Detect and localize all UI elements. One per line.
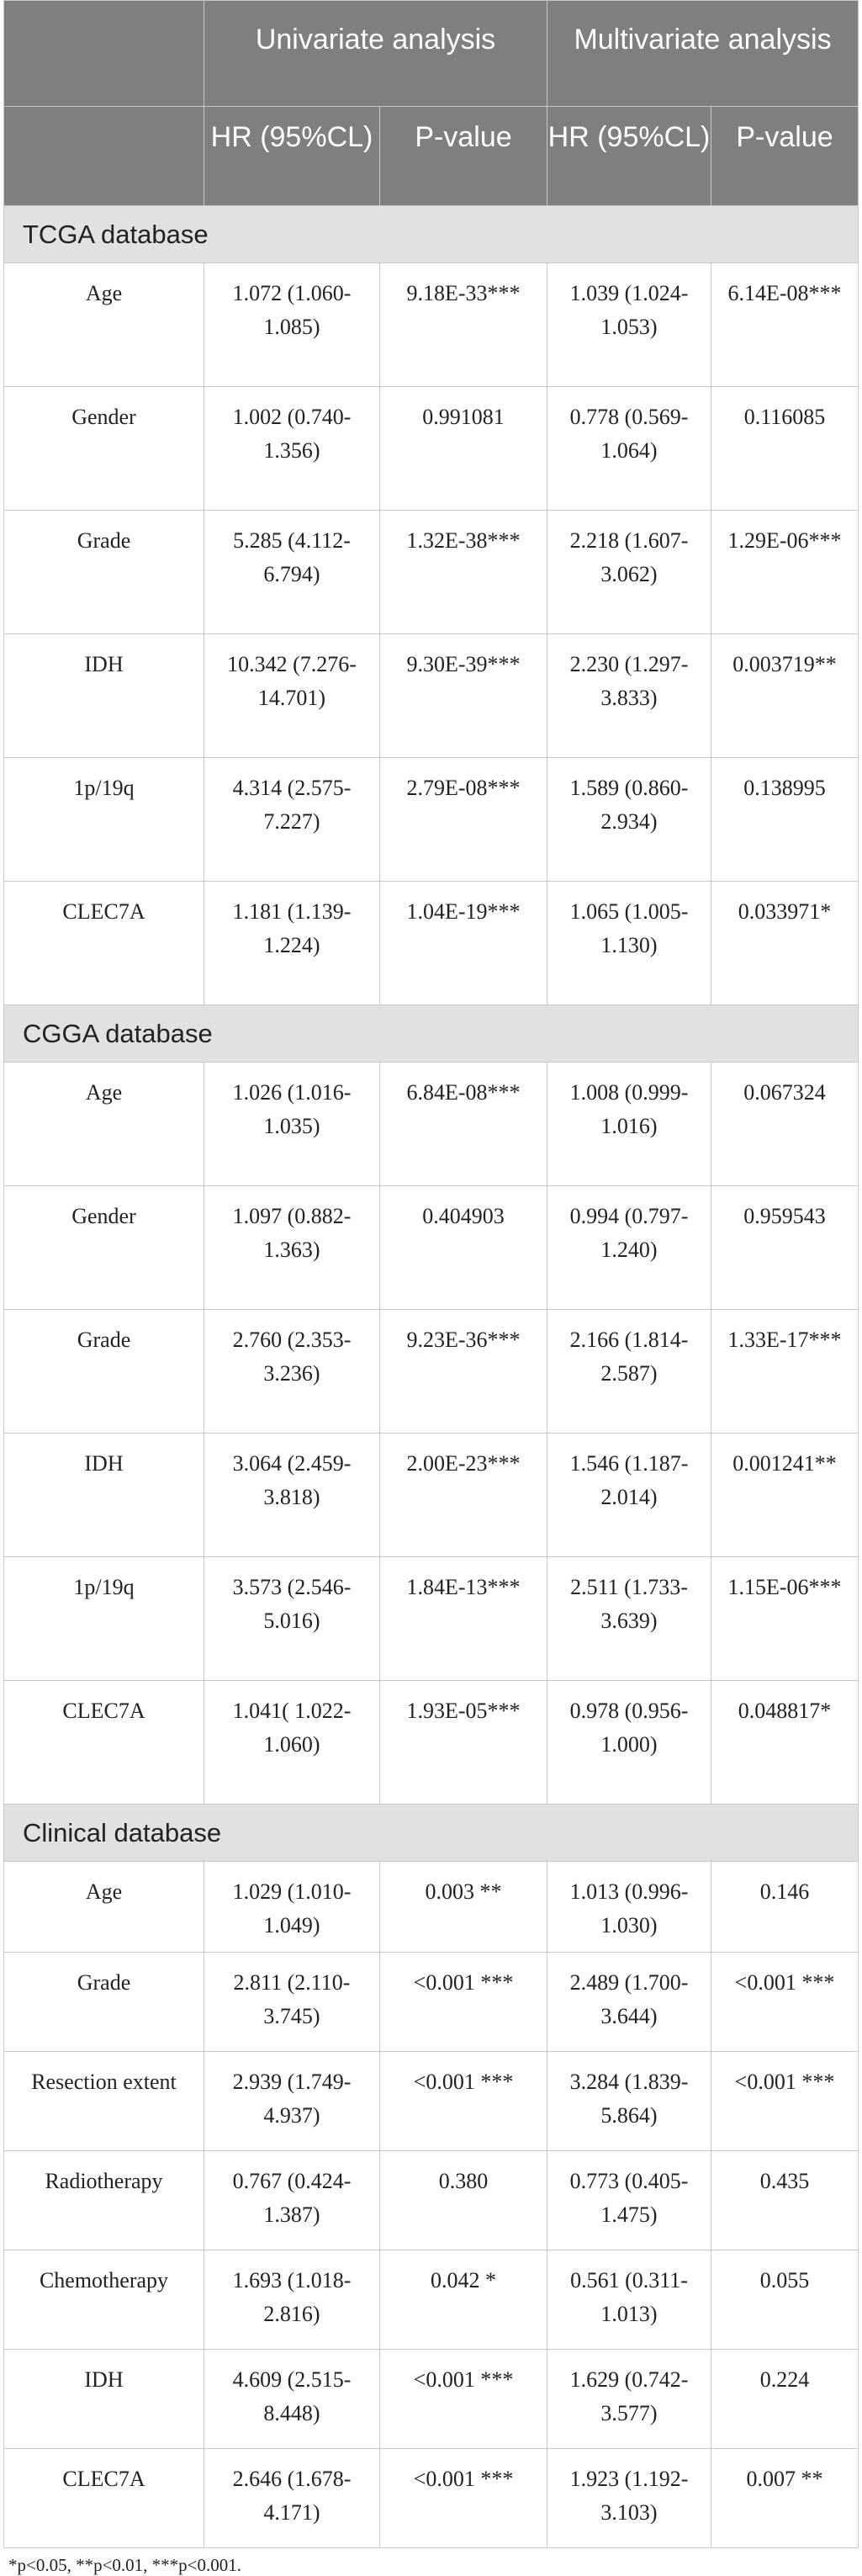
univariate-hr-cell: 1.097 (0.882-1.363) xyxy=(204,1186,380,1310)
univariate-hr-cell: 1.026 (1.016-1.035) xyxy=(204,1063,380,1186)
multivariate-pvalue-cell: 0.067324 xyxy=(711,1063,859,1186)
multivariate-hr-cell: 0.773 (0.405-1.475) xyxy=(547,2151,711,2250)
multivariate-pvalue-cell: 0.003719** xyxy=(711,634,859,758)
table-row xyxy=(4,1953,859,2052)
row-label: Grade xyxy=(4,1310,204,1434)
header-empty xyxy=(4,107,204,206)
multivariate-hr-cell: 1.065 (1.005-1.130) xyxy=(547,882,711,1005)
row-label: CLEC7A xyxy=(4,882,204,1005)
univariate-pvalue-cell: 1.04E-19*** xyxy=(380,882,547,1005)
table-row xyxy=(4,1310,859,1434)
multivariate-hr-cell: 1.589 (0.860-2.934) xyxy=(547,758,711,882)
section-header xyxy=(4,206,859,263)
univariate-hr-cell: 2.939 (1.749-4.937) xyxy=(204,2052,380,2151)
row-label: 1p/19q xyxy=(4,758,204,882)
section-title: Clinical database xyxy=(4,1805,859,1862)
row-label: IDH xyxy=(4,2350,204,2449)
univariate-pvalue-cell: <0.001 *** xyxy=(380,2350,547,2449)
univariate-hr-cell: 1.041( 1.022-1.060) xyxy=(204,1681,380,1805)
univariate-hr-cell: 1.072 (1.060-1.085) xyxy=(204,263,380,387)
multivariate-pvalue-cell: 0.033971* xyxy=(711,882,859,1005)
univariate-hr-cell: 1.181 (1.139-1.224) xyxy=(204,882,380,1005)
row-label: CLEC7A xyxy=(4,1681,204,1805)
table-row xyxy=(4,2151,859,2250)
univariate-pvalue-cell: 9.18E-33*** xyxy=(380,263,547,387)
multivariate-hr-cell: 0.561 (0.311-1.013) xyxy=(547,2250,711,2350)
row-label: Age xyxy=(4,1063,204,1186)
univariate-pvalue-cell: 2.79E-08*** xyxy=(380,758,547,882)
multivariate-hr-cell: 1.923 (1.192-3.103) xyxy=(547,2449,711,2548)
header-univariate: Univariate analysis xyxy=(204,1,547,107)
section-title: CGGA database xyxy=(4,1005,859,1063)
multivariate-hr-cell: 2.511 (1.733-3.639) xyxy=(547,1557,711,1681)
table-row xyxy=(4,1862,859,1953)
univariate-hr-cell: 4.609 (2.515-8.448) xyxy=(204,2350,380,2449)
multivariate-pvalue-cell: 0.007 ** xyxy=(711,2449,859,2548)
row-label: 1p/19q xyxy=(4,1557,204,1681)
table-row xyxy=(4,511,859,634)
univariate-pvalue-cell: <0.001 *** xyxy=(380,1953,547,2052)
table-row xyxy=(4,1063,859,1186)
univariate-pvalue-cell: 0.991081 xyxy=(380,387,547,511)
univariate-hr-cell: 2.811 (2.110-3.745) xyxy=(204,1953,380,2052)
multivariate-pvalue-cell: 1.15E-06*** xyxy=(711,1557,859,1681)
univariate-pvalue-cell: 1.32E-38*** xyxy=(380,511,547,634)
row-label: Gender xyxy=(4,1186,204,1310)
univariate-pvalue-cell: 1.84E-13*** xyxy=(380,1557,547,1681)
row-label: IDH xyxy=(4,634,204,758)
cox-regression-table xyxy=(3,0,859,2548)
univariate-hr-cell: 0.767 (0.424-1.387) xyxy=(204,2151,380,2250)
multivariate-hr-cell: 1.629 (0.742-3.577) xyxy=(547,2350,711,2449)
multivariate-hr-cell: 1.546 (1.187-2.014) xyxy=(547,1434,711,1557)
table-row xyxy=(4,1186,859,1310)
section-title: TCGA database xyxy=(4,206,859,263)
table-row xyxy=(4,1557,859,1681)
header-empty xyxy=(4,1,204,107)
univariate-pvalue-cell: 1.93E-05*** xyxy=(380,1681,547,1805)
row-label: Grade xyxy=(4,1953,204,2052)
multivariate-pvalue-cell: 6.14E-08*** xyxy=(711,263,859,387)
univariate-pvalue-cell: 9.23E-36*** xyxy=(380,1310,547,1434)
header-univariate-pvalue: P-value xyxy=(380,107,547,206)
multivariate-pvalue-cell: 0.001241** xyxy=(711,1434,859,1557)
univariate-hr-cell: 3.573 (2.546-5.016) xyxy=(204,1557,380,1681)
row-label: Age xyxy=(4,263,204,387)
multivariate-pvalue-cell: 0.055 xyxy=(711,2250,859,2350)
multivariate-pvalue-cell: 0.435 xyxy=(711,2151,859,2250)
footnote: *p<0.05, **p<0.01, ***p<0.001. xyxy=(8,2555,242,2575)
multivariate-pvalue-cell: 0.116085 xyxy=(711,387,859,511)
multivariate-hr-cell: 2.166 (1.814-2.587) xyxy=(547,1310,711,1434)
header-multivariate-hr: HR (95%CL) xyxy=(547,107,711,206)
table-row xyxy=(4,2449,859,2548)
section-header xyxy=(4,1805,859,1862)
row-label: Grade xyxy=(4,511,204,634)
univariate-hr-cell: 10.342 (7.276-14.701) xyxy=(204,634,380,758)
univariate-pvalue-cell: 9.30E-39*** xyxy=(380,634,547,758)
univariate-pvalue-cell: 0.380 xyxy=(380,2151,547,2250)
univariate-hr-cell: 5.285 (4.112-6.794) xyxy=(204,511,380,634)
table-row xyxy=(4,387,859,511)
multivariate-hr-cell: 1.013 (0.996-1.030) xyxy=(547,1862,711,1953)
row-label: IDH xyxy=(4,1434,204,1557)
univariate-pvalue-cell: 2.00E-23*** xyxy=(380,1434,547,1557)
row-label: Radiotherapy xyxy=(4,2151,204,2250)
univariate-pvalue-cell: 6.84E-08*** xyxy=(380,1063,547,1186)
univariate-pvalue-cell: 0.042 * xyxy=(380,2250,547,2350)
univariate-hr-cell: 2.760 (2.353-3.236) xyxy=(204,1310,380,1434)
multivariate-pvalue-cell: 1.33E-17*** xyxy=(711,1310,859,1434)
multivariate-hr-cell: 2.489 (1.700-3.644) xyxy=(547,1953,711,2052)
table-row xyxy=(4,2052,859,2151)
table-row xyxy=(4,634,859,758)
header-multivariate-pvalue: P-value xyxy=(711,107,859,206)
multivariate-pvalue-cell: 0.959543 xyxy=(711,1186,859,1310)
table-row xyxy=(4,1434,859,1557)
table-row xyxy=(4,2250,859,2350)
univariate-hr-cell: 1.029 (1.010-1.049) xyxy=(204,1862,380,1953)
multivariate-pvalue-cell: 0.224 xyxy=(711,2350,859,2449)
header-univariate-hr: HR (95%CL) xyxy=(204,107,380,206)
row-label: CLEC7A xyxy=(4,2449,204,2548)
section-header xyxy=(4,1005,859,1063)
multivariate-hr-cell: 2.230 (1.297-3.833) xyxy=(547,634,711,758)
row-label: Age xyxy=(4,1862,204,1953)
multivariate-hr-cell: 3.284 (1.839-5.864) xyxy=(547,2052,711,2151)
multivariate-pvalue-cell: 1.29E-06*** xyxy=(711,511,859,634)
table-row xyxy=(4,1681,859,1805)
row-label: Gender xyxy=(4,387,204,511)
multivariate-hr-cell: 0.994 (0.797-1.240) xyxy=(547,1186,711,1310)
multivariate-hr-cell: 2.218 (1.607-3.062) xyxy=(547,511,711,634)
univariate-hr-cell: 3.064 (2.459-3.818) xyxy=(204,1434,380,1557)
table-row xyxy=(4,882,859,1005)
multivariate-pvalue-cell: 0.138995 xyxy=(711,758,859,882)
row-label: Resection extent xyxy=(4,2052,204,2151)
univariate-pvalue-cell: <0.001 *** xyxy=(380,2052,547,2151)
table-row xyxy=(4,263,859,387)
table-row xyxy=(4,758,859,882)
univariate-hr-cell: 1.693 (1.018-2.816) xyxy=(204,2250,380,2350)
row-label: Chemotherapy xyxy=(4,2250,204,2350)
table-row xyxy=(4,2350,859,2449)
univariate-pvalue-cell: <0.001 *** xyxy=(380,2449,547,2548)
univariate-pvalue-cell: 0.003 ** xyxy=(380,1862,547,1953)
univariate-pvalue-cell: 0.404903 xyxy=(380,1186,547,1310)
header-multivariate: Multivariate analysis xyxy=(547,1,859,107)
univariate-hr-cell: 1.002 (0.740-1.356) xyxy=(204,387,380,511)
multivariate-hr-cell: 0.978 (0.956-1.000) xyxy=(547,1681,711,1805)
multivariate-hr-cell: 0.778 (0.569-1.064) xyxy=(547,387,711,511)
univariate-hr-cell: 4.314 (2.575-7.227) xyxy=(204,758,380,882)
multivariate-hr-cell: 1.008 (0.999-1.016) xyxy=(547,1063,711,1186)
multivariate-pvalue-cell: <0.001 *** xyxy=(711,2052,859,2151)
multivariate-pvalue-cell: 0.146 xyxy=(711,1862,859,1953)
univariate-hr-cell: 2.646 (1.678-4.171) xyxy=(204,2449,380,2548)
table-body xyxy=(4,206,859,2548)
multivariate-pvalue-cell: 0.048817* xyxy=(711,1681,859,1805)
multivariate-pvalue-cell: <0.001 *** xyxy=(711,1953,859,2052)
multivariate-hr-cell: 1.039 (1.024-1.053) xyxy=(547,263,711,387)
